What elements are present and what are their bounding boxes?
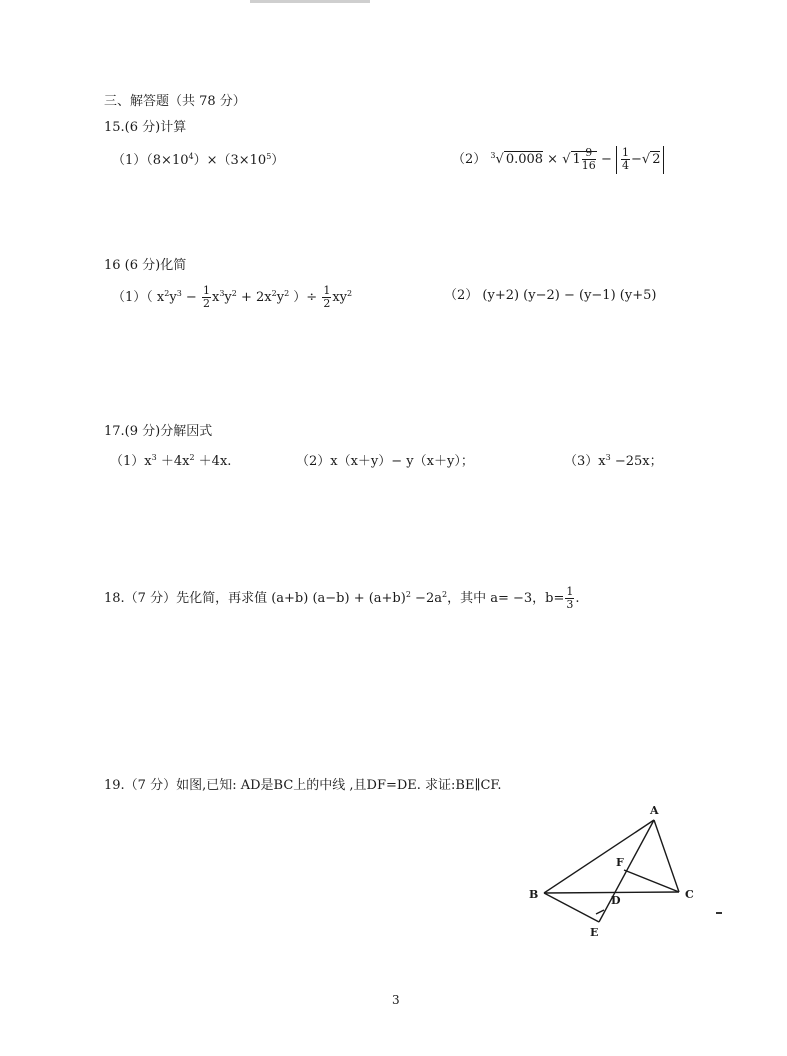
label-e: E [590,926,599,939]
section-title: 三、解答题（共 78 分） [104,94,246,109]
q15-part2: （2） $^3$√ 0.008 × √ 1 $\frac{9}{16}$ − $\frac{1}{4}$ −√ 2 [452,146,664,174]
q16-part2: （2） (y+2) (y−2) − (y−1) (y+5) [444,288,657,303]
label-a: A [650,804,659,817]
q16-heading: 16 (6 分)化简 [104,258,187,273]
scan-artifact-top [250,0,370,3]
q16-part1: （1）（ $x^2y^3$ − $\frac{1}{2}$ $x^3y^2 + 2x^2y^2$ ）÷ $\frac{1}{2}$ $xy^2$ [112,284,353,310]
q15-heading: 15.(6 分)计算 [104,120,187,135]
q17-part2: （2）x（x＋y）− y（x＋y）； [296,454,474,469]
tick-mark [596,910,604,914]
q17-heading: 17.(9 分)分解因式 [104,424,213,439]
q17-part1: $(1)x^3 +4x^2 +4x$. [110,453,232,469]
page-number: 3 [392,993,400,1007]
segment-ab [544,820,654,893]
label-c: C [685,888,694,901]
q18-text: 18.（7 分）先化简，再求值 (a+b) $(a-b) + (a+b)^2 -2a^2$，其中 a= −3，b= $\frac{1}{3}$ . [104,585,580,611]
q17-part3: $(3)x^3 -25x$； [564,453,663,469]
label-d: D [611,894,621,907]
segment-be [544,893,599,922]
segment-fc [624,870,679,892]
segment-bc [544,892,679,893]
label-b: B [529,888,539,901]
geometry-figure [524,800,724,940]
label-f: F [616,856,624,869]
q19-text: 19.（7 分）如图,已知: AD是BC上的中线 ,且DF=DE. 求证:BE∥CF. [104,778,502,793]
q15-part1: $(1)(8\times 10^4)\times(3\times 10^5)$ [112,152,285,168]
segment-ac [654,820,679,892]
